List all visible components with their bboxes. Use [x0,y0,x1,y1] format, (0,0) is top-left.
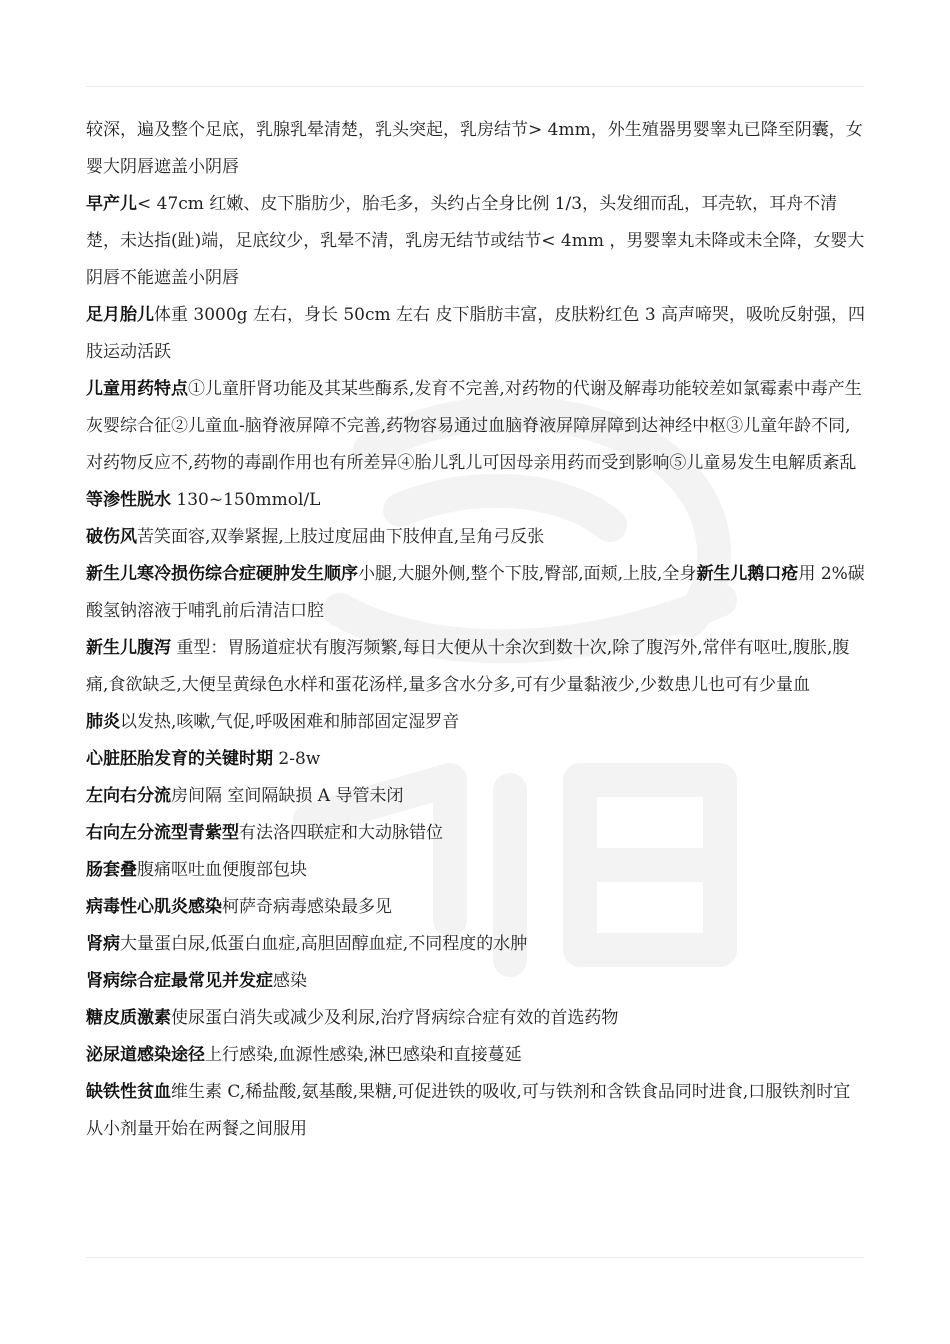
entry-description: 苦笑面容,双拳紧握,上肢过度屈曲下肢伸直,呈角弓反张 [137,527,545,547]
entry-term-infant-continued [86,112,866,186]
entry-right-to-left-shunt [86,815,866,852]
entry-tetanus [86,519,866,556]
entry-description: 使尿蛋白消失或减少及利尿,治疗肾病综合症有效的首选药物 [171,1008,619,1028]
entry-description-secondary: 用 2%碳酸氢钠溶液于哺乳前后清洁口腔 [86,564,865,621]
entry-term: 泌尿道感染途径 [86,1045,205,1065]
entry-heart-embryo-period [86,741,866,778]
entry-term: 新生儿腹泻 [86,638,171,658]
entry-description: 维生素 C,稀盐酸,氨基酸,果糖,可促进铁的吸收,可与铁剂和含铁食品同时进食,口服铁剂时宜从小剂量开始在两餐之间服用 [86,1082,851,1139]
entry-term: 肾病 [86,934,120,954]
entry-term: 新生儿寒冷损伤综合症硬肿发生顺序 [86,564,358,584]
entry-term: 足月胎儿 [86,305,154,325]
entry-description: ①儿童肝肾功能及其某些酶系,发育不完善,对药物的代谢及解毒功能较差如氯霉素中毒产生灰婴综合征②儿童血-脑脊液屏障不完善,药物容易通过血脑脊液屏障屏障到达神经中枢③儿童年龄不同,对药物反应不,药物的毒副作用也有所差异④胎儿乳儿可因母亲用药而受到影响⑤儿童易发生电解质紊乱 [86,379,862,473]
entry-isotonic-dehydration [86,482,866,519]
entry-description: 有法洛四联症和大动脉错位 [239,823,443,843]
entry-description: 体重 3000g 左右，身长 50cm 左右 皮下脂肪丰富，皮肤粉红色 3 高声啼哭，吸吮反射强，四肢运动活跃 [86,305,866,362]
entry-description: 房间隔 室间隔缺损 A 导管未闭 [171,786,404,806]
entry-description: 重型：胃肠道症状有腹泻频繁,每日大便从十余次到数十次,除了腹泻外,常伴有呕吐,腹胀,腹痛,食欲缺乏,大便呈黄绿色水样和蛋花汤样,量多含水分多,可有少量黏液少,少数患儿也可有少量血 [86,638,850,695]
entry-term: 心脏胚胎发育的关键时期 [86,749,273,769]
entry-term: 左向右分流 [86,786,171,806]
entry-description: 腹痛呕吐血便腹部包块 [137,860,307,880]
entry-neonatal-diarrhea [86,630,866,704]
entry-intussusception [86,852,866,889]
entry-term: 缺铁性贫血 [86,1082,171,1102]
entry-term: 儿童用药特点 [86,379,188,399]
entry-uti-routes [86,1037,866,1074]
entry-description: 柯萨奇病毒感染最多见 [222,897,392,917]
entry-glucocorticoid [86,1000,866,1037]
entry-term: 糖皮质激素 [86,1008,171,1028]
entry-nephropathy [86,926,866,963]
entry-term: 右向左分流型青紫型 [86,823,239,843]
entry-premature-infant [86,186,866,297]
footer-rule [86,1257,864,1258]
entry-term: 等渗性脱水 [86,490,171,510]
entry-description: 大量蛋白尿,低蛋白血症,高胆固醇血症,不同程度的水肿 [120,934,528,954]
entry-nephrotic-complication [86,963,866,1000]
entry-viral-myocarditis [86,889,866,926]
entry-pneumonia [86,704,866,741]
document-body [86,112,866,1148]
header-rule [86,86,864,87]
entry-term: 肺炎 [86,712,120,732]
entry-term-secondary: 新生儿鹅口疮 [696,564,799,584]
entry-term: 早产儿 [86,194,137,214]
entry-pediatric-drug-features [86,371,866,482]
entry-full-term-fetus [86,297,866,371]
entry-description: 2-8w [273,749,321,769]
entry-iron-deficiency-anemia [86,1074,866,1148]
entry-description: 上行感染,血源性感染,淋巴感染和直接蔓延 [205,1045,522,1065]
entry-description: 感染 [273,971,307,991]
entry-term: 肾病综合症最常见并发症 [86,971,273,991]
entry-neonatal-cold-injury [86,556,866,630]
entry-left-to-right-shunt [86,778,866,815]
entry-description: 较深，遍及整个足底，乳腺乳晕清楚，乳头突起，乳房结节> 4mm，外生殖器男婴睾丸已降至阴囊，女婴大阴唇遮盖小阴唇 [86,120,863,177]
entry-description: 小腿,大腿外侧,整个下肢,臀部,面颊,上肢,全身 [358,564,697,584]
entry-term: 病毒性心肌炎感染 [86,897,222,917]
entry-description: < 47cm 红嫩、皮下脂肪少，胎毛多，头约占全身比例 1/3，头发细而乱，耳壳软，耳舟不清楚，未达指(趾)端，足底纹少，乳晕不清，乳房无结节或结节< 4mm ，男婴睾丸未降或未全降，女婴大阴唇不能遮盖小阴唇 [86,194,865,288]
entry-description: 以发热,咳嗽,气促,呼吸困难和肺部固定湿罗音 [120,712,460,732]
entry-term: 破伤风 [86,527,137,547]
entry-description: 130~150mmol/L [171,490,321,510]
entry-term: 肠套叠 [86,860,137,880]
